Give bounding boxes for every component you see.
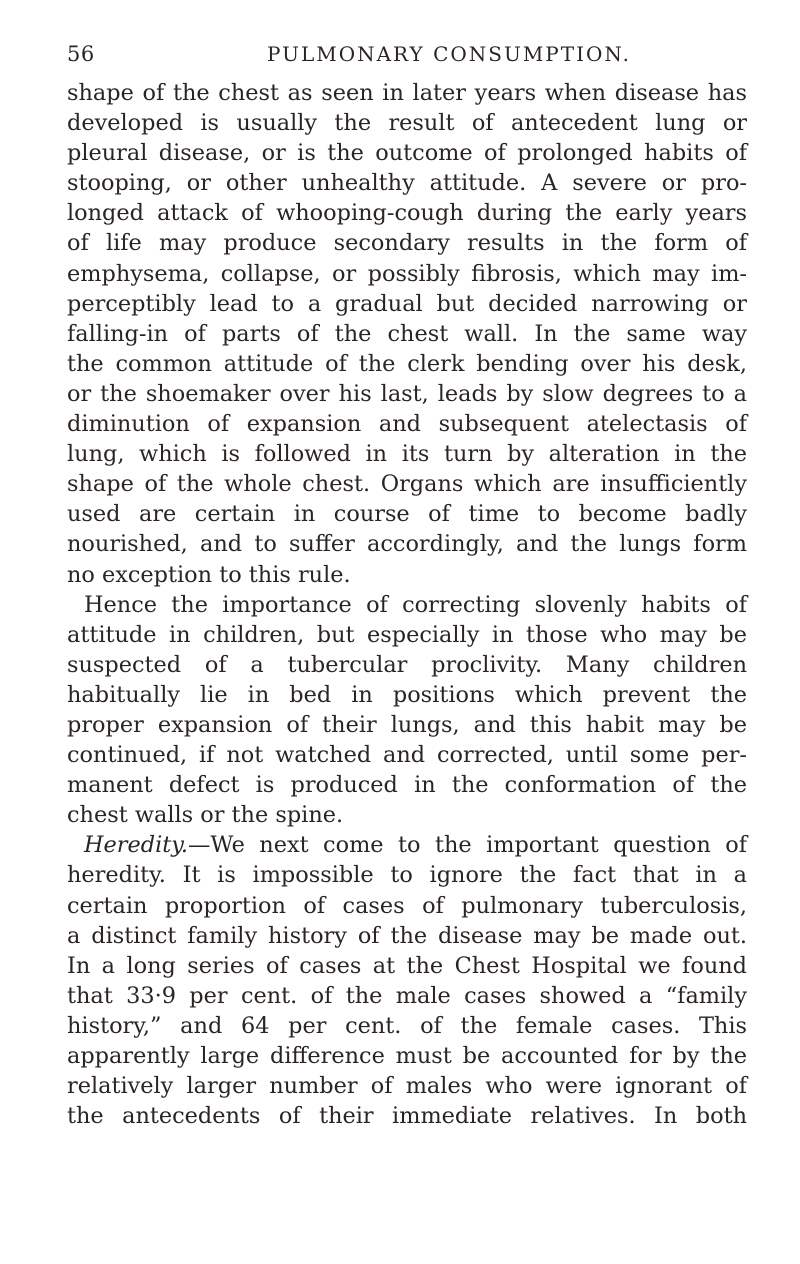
text-line: diminution of expansion and subsequent atelectasis of (67, 411, 747, 438)
text-line: In a long series of cases at the Chest Hospital we found (67, 952, 747, 979)
text-line: history,” and 64 per cent. of the female cases. This (67, 1012, 747, 1039)
text-line: pleural disease, or is the outcome of prolonged habits of (67, 140, 747, 167)
text-line (67, 830, 747, 860)
text-line: habitually lie in bed in positions which prevent the (67, 681, 747, 708)
text-line: manent defect is produced in the conformation of the (67, 772, 747, 799)
body-text (67, 78, 747, 1131)
text-line: attitude in children, but especially in those who may be (67, 621, 747, 648)
page-number: 56 (67, 42, 95, 66)
paragraph-1 (67, 78, 747, 590)
text-line: a distinct family history of the disease may be made out. (67, 922, 747, 949)
text-line: or the shoemaker over his last, leads by slow degrees to a (67, 380, 747, 407)
text-line: falling-in of parts of the chest wall. In the same way (67, 320, 747, 347)
text-line: nourished, and to suffer accordingly, and the lungs form (67, 531, 747, 558)
text-line: shape of the chest as seen in later years when disease has (67, 80, 747, 106)
text-line: chest walls or the spine. (67, 802, 344, 829)
text-line: certain proportion of cases of pulmonary tuberculosis, (67, 892, 747, 919)
text-line: of life may produce secondary results in the form of (67, 230, 747, 257)
text-line: emphysema, collapse, or possibly fibrosis, which may im- (67, 260, 747, 287)
text-line: proper expansion of their lungs, and this habit may be (67, 711, 747, 738)
running-title: PULMONARY CONSUMPTION. (267, 42, 631, 66)
text-line: lung, which is followed in its turn by alteration in the (67, 441, 747, 468)
text-line: the antecedents of their immediate relatives. In both (67, 1103, 747, 1130)
text-line: continued, if not watched and corrected, until some per- (67, 742, 747, 769)
text-line: Hence the importance of correcting slovenly habits of (84, 591, 747, 618)
text-line: suspected of a tubercular proclivity. Many children (67, 651, 747, 678)
text-line: perceptibly lead to a gradual but decided narrowing or (67, 290, 747, 317)
running-head (67, 42, 747, 78)
section-heading-heredity: Heredity. (84, 832, 189, 859)
text-line: shape of the whole chest. Organs which are insufficiently (67, 471, 747, 498)
text-line: used are certain in course of time to become badly (67, 501, 747, 528)
text-line: no exception to this rule. (67, 561, 351, 588)
text-line-rest: —We next come to the important question of (188, 832, 747, 859)
text-line: longed attack of whooping-cough during the early years (67, 200, 747, 227)
text-line: stooping, or other unhealthy attitude. A severe or pro- (67, 170, 747, 197)
paragraph-2 (67, 590, 747, 831)
text-line: the common attitude of the clerk bending over his desk, (67, 350, 747, 377)
text-line: apparently large difference must be accounted for by the (67, 1043, 747, 1069)
paragraph-heredity (67, 830, 747, 1131)
book-page (67, 42, 747, 1131)
text-line: heredity. It is impossible to ignore the fact that in a (67, 862, 747, 889)
text-line: that 33·9 per cent. of the male cases showed a “family (67, 982, 747, 1009)
text-line: relatively larger number of males who were ignorant of (67, 1073, 747, 1100)
text-line: developed is usually the result of antecedent lung or (67, 110, 747, 137)
